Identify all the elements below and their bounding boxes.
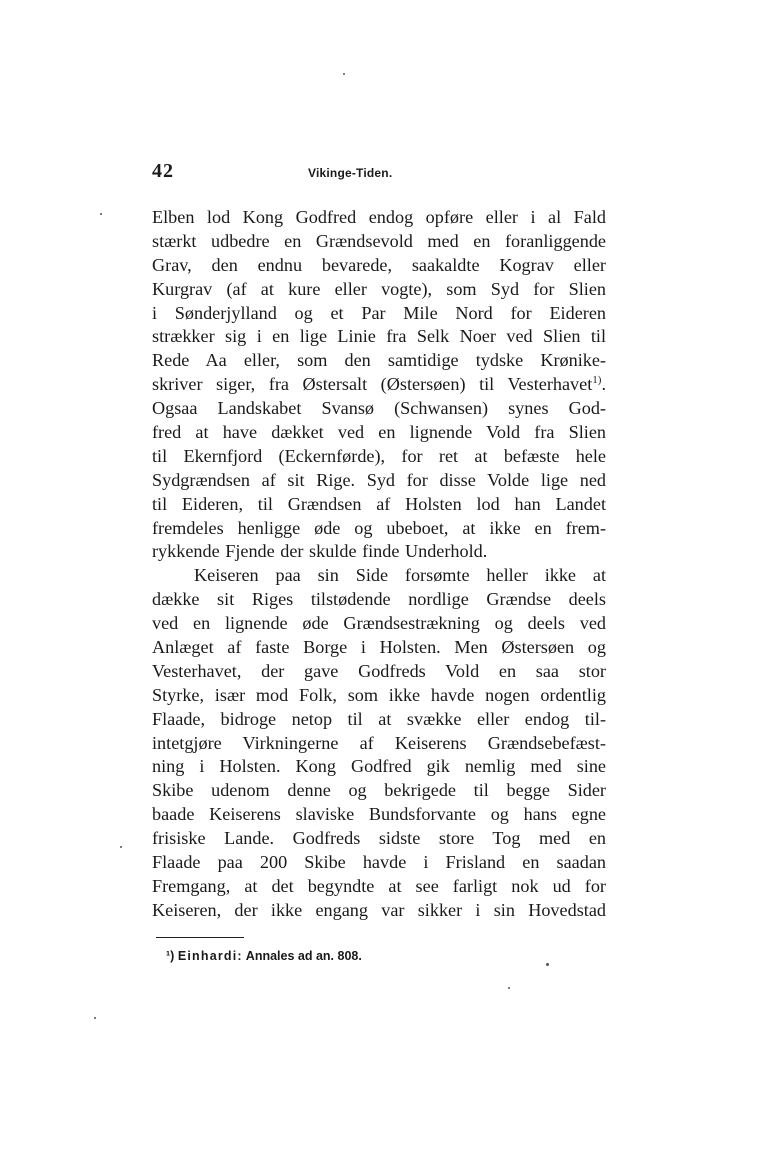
text-line: Rede Aa eller, som den samtidige tydske Krønike-: [152, 350, 606, 371]
text-line: Elben lod Kong Godfred endog opføre eller i al Fald: [152, 207, 606, 227]
footnote-number: ¹): [166, 949, 175, 963]
text-line: Flaade paa 200 Skibe havde i Frisland en saadan: [152, 852, 606, 873]
text-line: fred at have dækket ved en lignende Vold fra Slien: [152, 422, 606, 443]
text-line: Kurgrav (af at kure eller vogte), som Syd for Slien: [152, 278, 606, 299]
text-line-paragraph-end: rykkende Fjende der skulde finde Underhold.: [152, 541, 488, 562]
scan-speck: [120, 846, 122, 848]
page-number: 42: [152, 160, 174, 182]
text-line: Skibe udenom denne og bekrigede til begge Sider: [152, 780, 606, 801]
text-line: Fremgang, at det begyndte at see farligt nok ud for: [152, 875, 606, 896]
text-line-paragraph-start: Keiseren paa sin Side forsømte heller ikke at: [194, 565, 606, 586]
footnote-marker-suffix: .: [601, 374, 606, 395]
body-text: [152, 206, 606, 923]
text-line: Ogsaa Landskabet Svansø (Schwansen) synes God-: [152, 398, 606, 419]
scan-speck: [94, 1017, 96, 1019]
text-line: Flaade, bidroge netop til at svække eller endog til-: [152, 708, 606, 729]
text-line: Sydgrændsen af sit Rige. Syd for disse Volde lige ned: [152, 469, 606, 490]
text-line: Styrke, især mod Folk, som ikke havde nogen ordentlig: [152, 684, 606, 705]
scan-speck: [508, 987, 510, 989]
text-line: ved en lignende øde Grændsestrækning og deels ved: [152, 613, 606, 634]
footnote: [166, 949, 362, 963]
text-line: stærkt udbedre en Grændsevold med en foranliggende: [152, 230, 606, 251]
text-line: ning i Holsten. Kong Godfred gik nemlig med sine: [152, 756, 606, 777]
text-line: frisiske Lande. Godfreds sidste store Tog med en: [152, 828, 606, 849]
text-line: strækker sig i en lige Linie fra Selk Noer ved Slien til: [152, 326, 606, 347]
footnote-rule: [156, 937, 244, 938]
scan-speck: [343, 73, 345, 75]
scan-speck: [100, 213, 102, 215]
text-line: til Ekernfjord (Eckernførde), for ret at befæste hele: [152, 445, 606, 466]
text-line: Anlæget af faste Borge i Holsten. Men Østersøen og: [152, 637, 606, 658]
text-line: baade Keiserens slaviske Bundsforvante og hans egne: [152, 804, 606, 825]
text-line: Grav, den endnu bevarede, saakaldte Kograv eller: [152, 254, 606, 275]
scan-speck: [546, 963, 549, 966]
text-line: til Eideren, til Grændsen af Holsten lod han Landet: [152, 493, 606, 514]
text-line: i Sønderjylland og et Par Mile Nord for Eideren: [152, 302, 606, 323]
text-line: Keiseren, der ikke engang var sikker i sin Hovedstad: [152, 899, 606, 920]
footnote-text: Annales ad an. 808.: [245, 949, 362, 963]
text-line: intetgjøre Virkningerne af Keiserens Grændsebefæst-: [152, 732, 606, 753]
text-line: Vesterhavet, der gave Godfreds Vold en saa stor: [152, 660, 606, 681]
text-line: dække sit Riges tilstødende nordlige Grændse deels: [152, 589, 606, 610]
footnote-marker: 1): [592, 374, 602, 387]
text-line-content: skriver siger, fra Østersalt (Østersøen) til Vesterhavet: [152, 374, 593, 395]
footnote-author: Einhardi:: [177, 949, 243, 963]
text-line: fremdeles henligge øde og ubeboet, at ikke en frem-: [152, 517, 606, 538]
running-head: Vikinge-Tiden.: [308, 166, 393, 180]
text-line-with-footnote: [152, 373, 606, 397]
